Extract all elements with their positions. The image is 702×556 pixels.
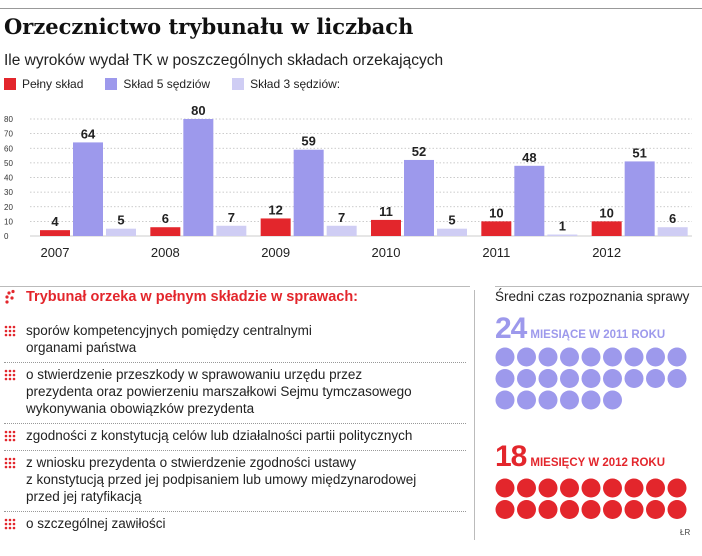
grid-dot (5, 439, 8, 442)
grid-dot (9, 378, 12, 381)
month-dot (539, 369, 558, 388)
list-heading (4, 289, 358, 305)
chart-legend (4, 77, 340, 91)
bar-three (437, 229, 467, 236)
legend-item-five (105, 77, 210, 91)
month-dot (517, 500, 536, 519)
bar-value-label: 59 (301, 133, 316, 149)
duration-title: Średni czas rozpoznania sprawy (495, 289, 690, 304)
grid-dot (13, 519, 16, 522)
dot-grid-icon (4, 325, 16, 337)
legend-label-full: Pełny skład (22, 77, 84, 91)
legend-item-full (4, 77, 83, 91)
bar-five (404, 160, 434, 236)
list-item-text: zgodności z konstytucją celów lub działalności partii politycznych (26, 428, 413, 443)
grid-dot (13, 431, 16, 434)
list-item-text: o szczególnej zawiłości (26, 516, 166, 531)
grid-dot (13, 462, 16, 465)
bar-value-label: 1 (558, 218, 566, 234)
month-dot (603, 369, 622, 388)
x-tick-label: 2009 (261, 245, 291, 260)
grid-dot (13, 458, 16, 461)
stat-2012 (495, 440, 665, 474)
grid-dot (13, 527, 16, 530)
bar-value-label: 48 (522, 149, 537, 165)
bar-full (40, 230, 70, 236)
legend-label-five: Skład 5 sędziów (123, 77, 211, 91)
month-dot (646, 348, 665, 367)
month-dot (517, 369, 536, 388)
x-tick-label: 2007 (40, 245, 70, 260)
month-dot (517, 479, 536, 498)
grid-dot (5, 519, 8, 522)
month-dot (496, 479, 515, 498)
bar-value-label: 7 (338, 209, 346, 225)
grid-dot (13, 370, 16, 373)
grid-dot (13, 435, 16, 438)
grid-dot (13, 439, 16, 442)
chart-subtitle: Ile wyroków wydał TK w poszczególnych składach orzekających (4, 52, 444, 69)
dot-grid-icon (4, 457, 16, 469)
stat-2011-caption: MIESIĄCE W 2011 ROKU (530, 329, 666, 341)
grid-dot (13, 378, 16, 381)
month-dot (668, 348, 687, 367)
month-dot (560, 500, 579, 519)
bar-full (371, 220, 401, 236)
grid-dot (13, 334, 16, 337)
month-dot (625, 348, 644, 367)
month-dot (646, 500, 665, 519)
month-dot (496, 369, 515, 388)
legend-swatch-full (4, 78, 16, 90)
y-tick-label: 50 (4, 158, 13, 168)
grid-dot (9, 527, 12, 530)
month-dot (539, 391, 558, 410)
list-heading-text: Trybunał orzeka w pełnym składzie w sprawach: (26, 289, 359, 305)
stat-2011 (495, 312, 665, 346)
month-dot (582, 479, 601, 498)
grid-dot (9, 439, 12, 442)
grid-dot (9, 523, 12, 526)
stat-2011-value: 24 (495, 312, 527, 345)
grid-dot (13, 326, 16, 329)
grid-dot (5, 523, 8, 526)
bar-full (261, 218, 291, 236)
page-title: Orzecznictwo trybunału w liczbach (4, 14, 414, 39)
x-tick-label: 2011 (482, 245, 511, 260)
y-tick-label: 60 (4, 144, 13, 154)
author-credit: ŁR (680, 528, 691, 537)
grid-dot (9, 458, 12, 461)
bar-value-label: 10 (489, 205, 504, 221)
bar-three (658, 227, 688, 236)
month-dot (517, 348, 536, 367)
top-rule (0, 8, 702, 9)
section-divider (0, 286, 470, 287)
month-dot (496, 391, 515, 410)
month-dot (517, 391, 536, 410)
grid-dot (5, 527, 8, 530)
bar-value-label: 6 (669, 211, 677, 227)
grid-dot (5, 370, 8, 373)
list-item-text: sporów kompetencyjnych pomiędzy centralnymi organami państwa (26, 323, 312, 355)
bar-value-label: 11 (379, 203, 393, 219)
grid-dot (13, 523, 16, 526)
grid-dot (13, 374, 16, 377)
grid-dot (9, 466, 12, 469)
month-dot (668, 479, 687, 498)
grid-dot (5, 466, 8, 469)
bar-three (216, 226, 246, 236)
dot-grid-icon (4, 518, 16, 530)
legend-label-three: Skład 3 sędziów: (250, 77, 341, 91)
bar-value-label: 80 (191, 103, 206, 118)
bar-value-label: 64 (80, 126, 96, 142)
bar-full (481, 221, 511, 236)
legend-swatch-five (105, 78, 117, 90)
month-dot (603, 391, 622, 410)
bar-value-label: 4 (51, 214, 59, 230)
bar-value-label: 12 (268, 202, 283, 218)
month-dot (646, 479, 665, 498)
grid-dot (5, 326, 8, 329)
list-item (4, 424, 466, 451)
legend-swatch-three (232, 78, 244, 90)
month-dot (603, 479, 622, 498)
list-item-text: o stwierdzenie przeszkody w sprawowaniu urzędu przez prezydenta oraz powierzeniu marszałkowi Sejmu tymczasowego wykonywania obowiązków prezydenta (26, 367, 412, 416)
y-tick-label: 0 (4, 232, 9, 241)
month-dot (496, 500, 515, 519)
dots-arc-icon (4, 289, 20, 305)
month-dot (582, 500, 601, 519)
bar-full (150, 227, 180, 236)
bar-five (514, 166, 544, 236)
bar-full (592, 221, 622, 236)
grid-dot (9, 326, 12, 329)
y-tick-label: 10 (4, 217, 13, 227)
bar-five (73, 142, 103, 236)
grid-dot (13, 466, 16, 469)
grid-dot (13, 330, 16, 333)
month-dot (539, 500, 558, 519)
month-dot (539, 479, 558, 498)
month-dot (646, 369, 665, 388)
bar-value-label: 7 (227, 209, 235, 225)
month-dot (560, 479, 579, 498)
grid-dot (9, 370, 12, 373)
list-item (4, 363, 466, 424)
grid-dot (5, 374, 8, 377)
bar-value-label: 52 (411, 143, 427, 159)
month-dot (582, 369, 601, 388)
x-tick-label: 2012 (592, 245, 622, 260)
bar-value-label: 10 (599, 205, 614, 221)
list-item (4, 451, 466, 512)
grid-dot (9, 462, 12, 465)
y-tick-label: 80 (4, 115, 13, 124)
x-tick-label: 2008 (150, 245, 180, 260)
legend-item-three (232, 77, 340, 91)
grid-dot (5, 334, 8, 337)
bar-three (106, 229, 136, 236)
grid-dot (5, 458, 8, 461)
y-tick-label: 70 (4, 129, 13, 139)
bar-three (327, 226, 357, 236)
month-dot (603, 500, 622, 519)
grid-dot (5, 435, 8, 438)
month-dot (603, 348, 622, 367)
bar-value-label: 51 (632, 145, 647, 161)
month-dot (560, 391, 579, 410)
grid-dot (9, 519, 12, 522)
month-dot (560, 369, 579, 388)
grid-dot (9, 334, 12, 337)
months-dots-2011 (495, 347, 700, 417)
month-dot (539, 348, 558, 367)
stat-2012-caption: MIESIĘCY W 2012 ROKU (530, 457, 666, 469)
list-item (4, 319, 466, 363)
stat-2012-value: 18 (495, 440, 527, 473)
grid-dot (5, 378, 8, 381)
list-item (4, 512, 466, 538)
bar-value-label: 5 (448, 212, 456, 228)
grid-dot (9, 374, 12, 377)
grid-dot (9, 431, 12, 434)
bar-five (625, 161, 655, 236)
y-tick-label: 40 (4, 173, 13, 183)
y-tick-label: 20 (4, 202, 13, 212)
column-separator (474, 290, 475, 540)
bar-chart (0, 92, 702, 264)
month-dot (668, 369, 687, 388)
bar-five (183, 119, 213, 236)
grid-dot (5, 462, 8, 465)
month-dot (560, 348, 579, 367)
dot-grid-icon (4, 430, 16, 442)
x-tick-label: 2010 (371, 245, 401, 260)
case-list (4, 319, 466, 538)
bar-five (294, 150, 324, 236)
bar-value-label: 5 (117, 212, 125, 228)
month-dot (625, 479, 644, 498)
y-tick-label: 30 (4, 188, 13, 198)
month-dot (625, 369, 644, 388)
month-dot (625, 500, 644, 519)
section-divider-right (495, 286, 702, 287)
grid-dot (9, 330, 12, 333)
grid-dot (5, 431, 8, 434)
grid-dot (9, 435, 12, 438)
month-dot (582, 348, 601, 367)
dot-grid-icon (4, 369, 16, 381)
list-item-text: z wniosku prezydenta o stwierdzenie zgodności ustawy z konstytucją przed jej podpisaniem lub umowy międzynarodowej przed jej ratyfikacją (26, 455, 417, 504)
months-dots-2012 (495, 478, 700, 523)
grid-dot (5, 330, 8, 333)
month-dot (668, 500, 687, 519)
month-dot (582, 391, 601, 410)
bar-three (547, 235, 577, 236)
month-dot (496, 348, 515, 367)
bar-value-label: 6 (161, 211, 169, 227)
